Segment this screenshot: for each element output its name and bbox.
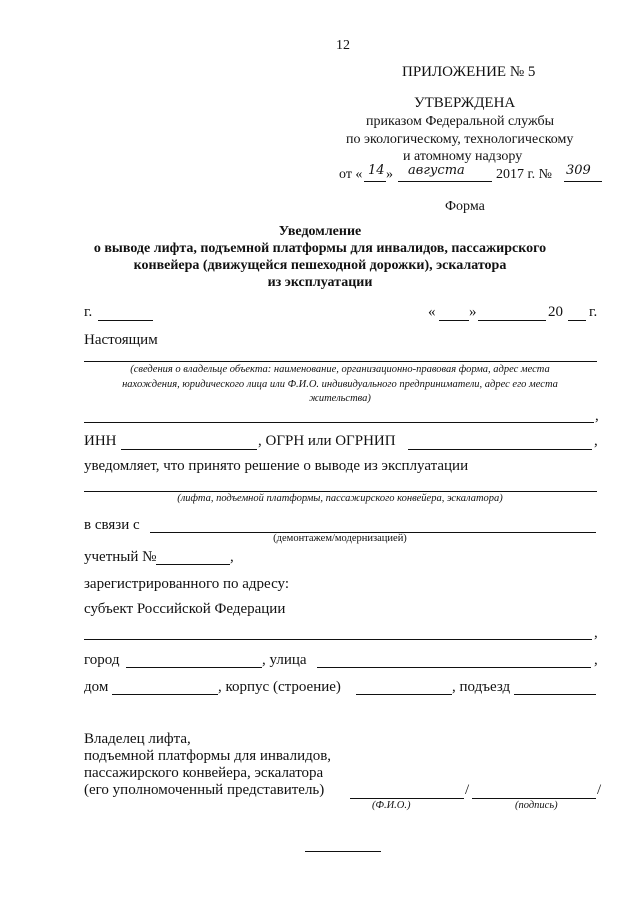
notify-text: уведомляет, что принято решение о выводе из эксплуатации (84, 458, 469, 474)
appendix-label: ПРИЛОЖЕНИЕ № 5 (402, 64, 536, 80)
owner-hint-2: нахождения, юридического лица или Ф.И.О. индивидуального предприниматели, адрес его места (122, 379, 558, 390)
object-hint: (лифта, подъемной платформы, пассажирского конвейера, эскалатора) (177, 493, 503, 504)
date-day-field[interactable] (439, 320, 469, 321)
inn-field[interactable] (121, 449, 257, 450)
fio-hint: (Ф.И.О.) (372, 800, 411, 811)
approval-date-prefix: от « (339, 167, 363, 182)
signature-slash-2: / (597, 782, 602, 798)
approval-title: УТВЕРЖДЕНА (414, 95, 516, 111)
comma-1: , (595, 408, 599, 424)
subject-label: субъект Российской Федерации (84, 601, 286, 617)
signature-slash-1: / (465, 782, 470, 798)
approval-month: августа (408, 163, 465, 178)
date-open-quote: « (428, 304, 436, 320)
sign-hint: (подпись) (515, 800, 558, 811)
place-field[interactable] (98, 320, 153, 321)
signature-line-3: пассажирского конвейера, эскалатора (84, 765, 324, 781)
title-line-4: из эксплуатации (267, 275, 373, 290)
approval-day: 14 (368, 163, 385, 178)
building-label: , корпус (строение) (218, 679, 341, 695)
title-line-1: Уведомление (278, 224, 362, 239)
comma-4: , (594, 625, 598, 641)
inn-label: ИНН (84, 433, 117, 449)
footer-divider (305, 851, 381, 852)
owner-hint-1: (сведения о владельце объекта: наименование, организационно-правовая форма, адрес места (130, 364, 550, 375)
approval-line-2: по экологическому, технологическому (346, 132, 574, 147)
street-label: , улица (262, 652, 307, 668)
comma-3: , (230, 549, 234, 565)
owner-hint-3: жительства) (309, 393, 371, 404)
comma-5: , (594, 652, 598, 668)
reason-label: в связи с (84, 517, 140, 533)
date-year-field[interactable] (568, 320, 586, 321)
city-label: город (84, 652, 120, 668)
approval-date-mid: » (386, 167, 393, 182)
fio-field[interactable] (350, 798, 464, 799)
registered-label: зарегистрированного по адресу: (84, 576, 289, 592)
subject-field[interactable] (84, 639, 592, 640)
ogrn-field[interactable] (408, 449, 592, 450)
date-year-suffix: г. (589, 304, 598, 320)
sign-field[interactable] (472, 798, 596, 799)
entrance-field[interactable] (514, 694, 596, 695)
owner-field-2[interactable] (84, 422, 594, 423)
owner-field[interactable] (84, 361, 597, 362)
approval-year-no: 2017 г. № (496, 167, 553, 182)
city-field[interactable] (126, 667, 262, 668)
comma-2: , (594, 433, 598, 449)
approval-line-3: и атомному надзору (403, 149, 523, 164)
approval-number: 309 (566, 163, 591, 178)
street-field[interactable] (317, 667, 591, 668)
page-number: 12 (336, 38, 350, 53)
reg-no-field[interactable] (156, 564, 230, 565)
date-close-quote: » (469, 304, 477, 320)
form-label: Форма (445, 199, 485, 214)
entrance-label: , подъезд (452, 679, 511, 695)
date-month-field[interactable] (478, 320, 546, 321)
reason-hint: (демонтажем/модернизацией) (273, 533, 407, 544)
title-line-2: о выводе лифта, подъемной платформы для инвалидов, пассажирского (93, 241, 547, 256)
ogrn-label: , ОГРН или ОГРНИП (258, 433, 396, 449)
house-field[interactable] (112, 694, 218, 695)
object-field[interactable] (84, 491, 597, 492)
signature-line-2: подъемной платформы для инвалидов, (84, 748, 332, 764)
signature-line-1: Владелец лифта, (84, 731, 191, 747)
title-line-3: конвейера (движущейся пешеходной дорожки), эскалатора (133, 258, 507, 273)
date-year-prefix: 20 (548, 304, 563, 320)
signature-line-4: (его уполномоченный представитель) (84, 782, 325, 798)
house-label: дом (84, 679, 109, 695)
approval-line-1: приказом Федеральной службы (366, 114, 554, 129)
place-prefix: г. (84, 304, 93, 320)
building-field[interactable] (356, 694, 452, 695)
nastoyashchim-label: Настоящим (84, 332, 158, 348)
reg-no-label: учетный № (84, 549, 157, 565)
